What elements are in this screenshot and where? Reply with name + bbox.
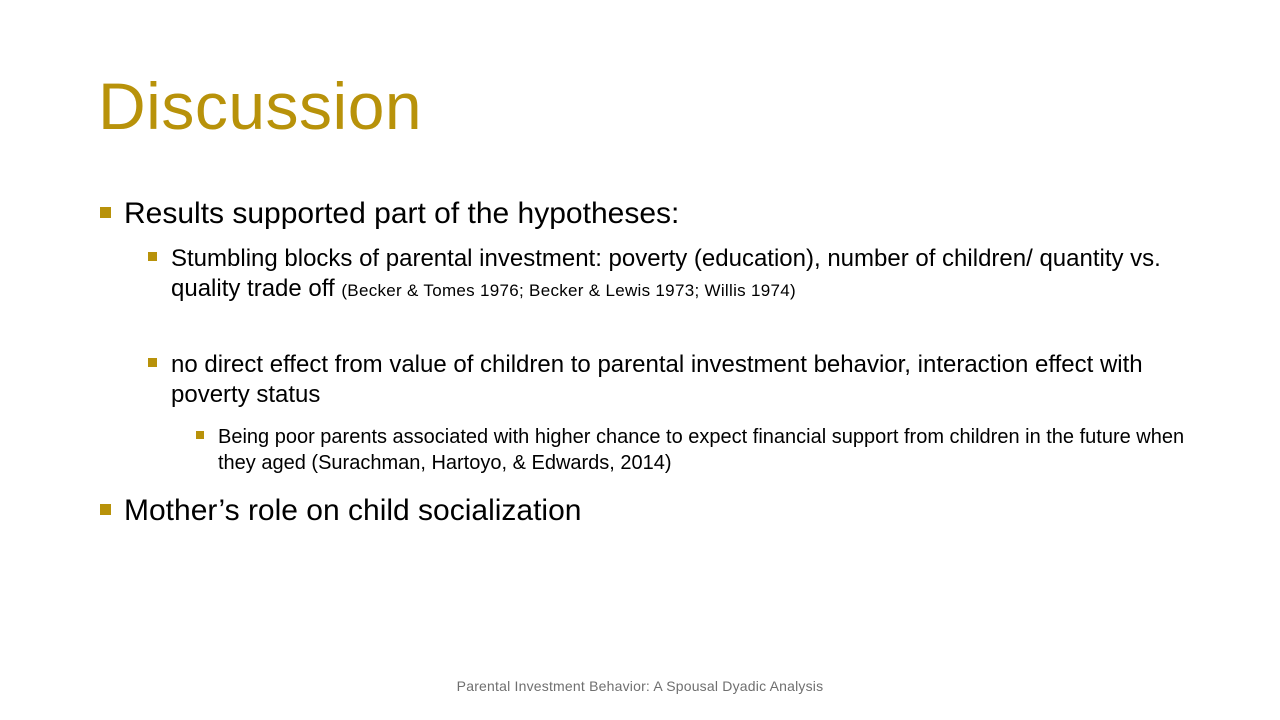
bullet-stumbling-blocks	[148, 244, 1188, 306]
bullet-stumbling-blocks-text	[171, 244, 1188, 306]
bullet-being-poor	[196, 424, 1186, 476]
bullet-mothers-role	[100, 494, 1180, 528]
slide-title: Discussion	[98, 69, 423, 143]
bullet-being-poor-text: Being poor parents associated with higher chance to expect financial support from children in the future when they aged (Surachman, Hartoyo, & Edwards, 2014)	[218, 426, 1185, 474]
bullet-results-text: Results supported part of the hypotheses:	[124, 197, 680, 230]
square-bullet-icon	[100, 504, 111, 515]
square-bullet-icon	[148, 252, 157, 261]
bullet-no-direct-effect-text: no direct effect from value of children to parental investment behavior, interaction effect with poverty status	[171, 351, 1143, 408]
square-bullet-icon	[196, 431, 204, 439]
bullet-stumbling-blocks-citation: (Becker & Tomes 1976; Becker & Lewis 1973; Willis 1974)	[341, 281, 796, 300]
bullet-stumbling-blocks-main: Stumbling blocks of parental investment: poverty (education), number of children/ quantity vs. quality trade off	[171, 245, 1161, 302]
bullet-no-direct-effect	[148, 350, 1188, 410]
slide-footer: Parental Investment Behavior: A Spousal Dyadic Analysis	[456, 678, 824, 694]
square-bullet-icon	[148, 358, 157, 367]
square-bullet-icon	[100, 207, 111, 218]
bullet-results	[100, 197, 1180, 231]
bullet-mothers-role-text: Mother’s role on child socialization	[124, 494, 582, 527]
